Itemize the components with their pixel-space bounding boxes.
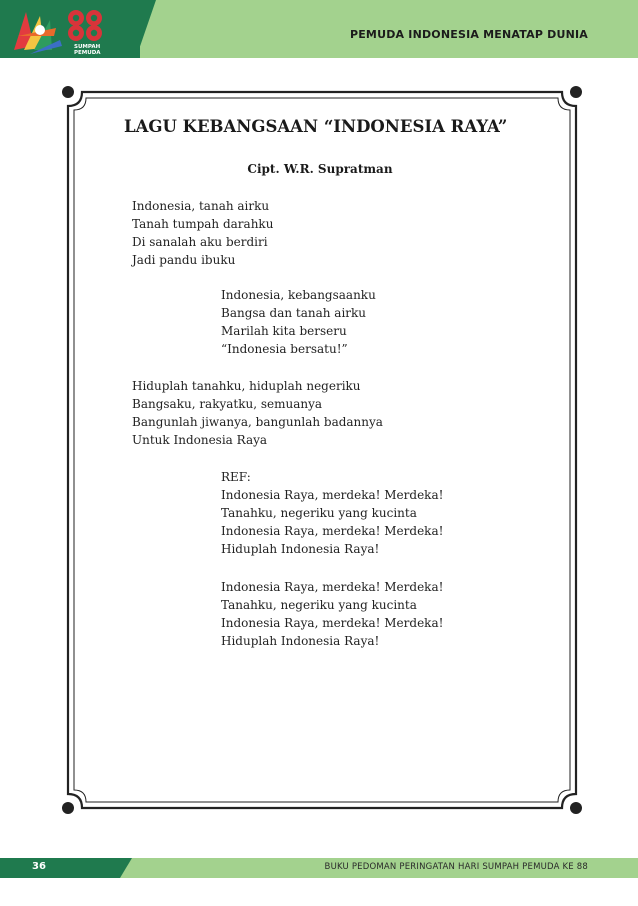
- stanza-2: [221, 286, 376, 358]
- refrain-label: REF:: [221, 470, 251, 484]
- lyric-line: “Indonesia bersatu!”: [221, 342, 348, 356]
- footer-book-title: BUKU PEDOMAN PERINGATAN HARI SUMPAH PEMUDA KE 88: [324, 862, 588, 872]
- lyric-line: Bangsa dan tanah airku: [221, 306, 367, 320]
- lyric-line: Tanahku, negeriku yang kucinta: [221, 598, 417, 612]
- lyric-line: Jadi pandu ibuku: [132, 253, 236, 267]
- stanza-1: [132, 197, 273, 269]
- author-text: Cipt. W.R. Supratman: [247, 162, 393, 176]
- lyric-line: Marilah kita berseru: [221, 324, 347, 338]
- lyric-line: Indonesia Raya, merdeka! Merdeka!: [221, 580, 444, 594]
- lyric-line: Tanahku, negeriku yang kucinta: [221, 506, 417, 520]
- logo-emblem-icon: [14, 12, 62, 54]
- lyric-line: Indonesia Raya, merdeka! Merdeka!: [221, 616, 444, 630]
- stanza-3: [132, 377, 383, 449]
- song-author: [0, 162, 638, 176]
- lyric-line: Indonesia Raya, merdeka! Merdeka!: [221, 524, 444, 538]
- lyric-line: Indonesia Raya, merdeka! Merdeka!: [221, 488, 444, 502]
- lyric-line: Bangunlah jiwanya, bangunlah badannya: [132, 415, 383, 429]
- decorative-frame: [58, 82, 586, 818]
- footer-slant: [108, 858, 132, 878]
- lyric-line: Bangsaku, rakyatku, semuanya: [132, 397, 323, 411]
- running-title: PEMUDA INDONESIA MENATAP DUNIA: [349, 28, 588, 41]
- stanza-refrain: [221, 468, 443, 558]
- lyric-line: Indonesia, tanah airku: [132, 199, 270, 213]
- lyric-line: Di sanalah aku berdiri: [132, 235, 268, 249]
- lyric-line: Indonesia, kebangsaanku: [221, 288, 376, 302]
- footer-band-dark: [0, 858, 120, 878]
- song-title: LAGU KEBANGSAAN “INDONESIA RAYA”: [124, 117, 508, 136]
- logo-text-2: PEMUDA: [74, 50, 101, 56]
- lyric-line: Untuk Indonesia Raya: [132, 433, 268, 447]
- lyric-line: Tanah tumpah darahku: [132, 217, 274, 231]
- page-number: 36: [32, 861, 46, 872]
- stanza-refrain-repeat: [221, 578, 443, 650]
- header-slant: [122, 0, 156, 58]
- lyric-line: Hiduplah Indonesia Raya!: [221, 634, 380, 648]
- logo-text-1: SUMPAH: [74, 44, 101, 50]
- lyric-line: Hiduplah Indonesia Raya!: [221, 542, 380, 556]
- lyric-line: Hiduplah tanahku, hiduplah negeriku: [132, 379, 361, 393]
- sumpah-pemuda-logo: [10, 6, 120, 56]
